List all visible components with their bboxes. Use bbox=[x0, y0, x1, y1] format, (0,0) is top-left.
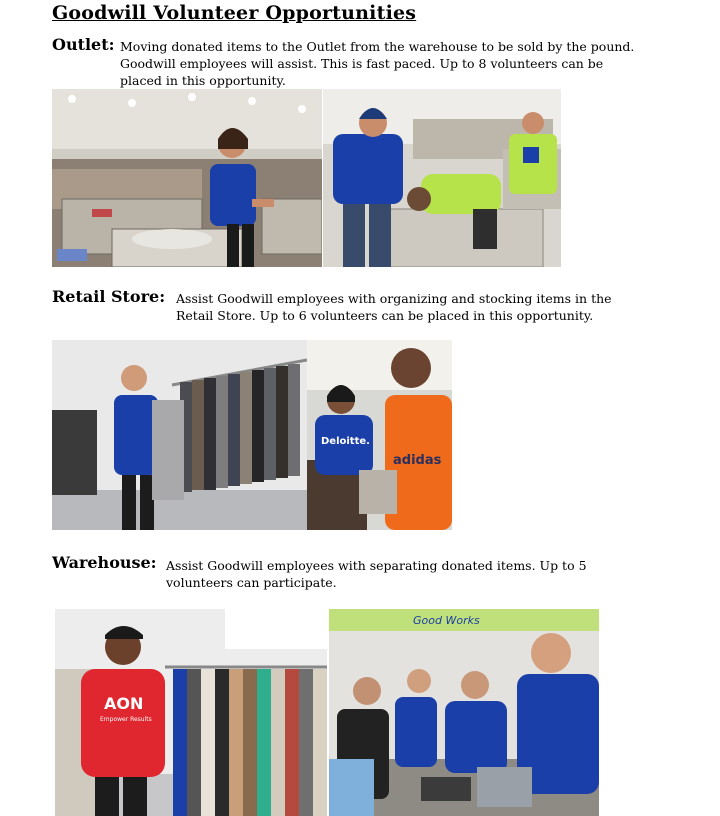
description-line: Retail Store. Up to 6 volunteers can be placed in this opportunity. bbox=[176, 308, 594, 323]
adidas-shirt-text: adidas bbox=[393, 453, 442, 468]
banner-text: Good Works bbox=[413, 614, 480, 627]
section-retail-store bbox=[52, 288, 692, 324]
description-line: Goodwill employees will assist. This is fast paced. Up to 8 volunteers can be bbox=[120, 56, 604, 71]
section-heading-outlet: Outlet: bbox=[52, 35, 115, 54]
outlet-photo-right bbox=[323, 89, 561, 267]
retail-photo-right bbox=[307, 340, 452, 530]
section-warehouse bbox=[52, 554, 692, 590]
warehouse-photo-right bbox=[329, 609, 599, 816]
section-description-retail-store bbox=[176, 290, 612, 324]
description-line: placed in this opportunity. bbox=[120, 73, 286, 88]
retail-photo-left bbox=[52, 340, 307, 530]
aon-shirt-subtext: Empower Results bbox=[100, 716, 152, 723]
outlet-photo-left bbox=[52, 89, 322, 267]
section-description-warehouse bbox=[166, 557, 587, 591]
deloitte-shirt-text: Deloitte. bbox=[321, 436, 370, 447]
section-heading-retail-store: Retail Store: bbox=[52, 287, 166, 306]
page-title: Goodwill Volunteer Opportunities bbox=[52, 2, 417, 24]
warehouse-photo-left bbox=[55, 609, 327, 816]
aon-shirt-text: AON bbox=[104, 694, 144, 713]
description-line: Moving donated items to the Outlet from the warehouse to be sold by the pound. bbox=[120, 39, 635, 54]
description-line: Assist Goodwill employees with separating donated items. Up to 5 bbox=[166, 558, 587, 573]
description-line: Assist Goodwill employees with organizing and stocking items in the bbox=[176, 291, 612, 306]
description-line: volunteers can participate. bbox=[166, 575, 337, 590]
section-heading-warehouse: Warehouse: bbox=[52, 553, 157, 572]
section-description-outlet bbox=[120, 38, 634, 89]
section-outlet bbox=[52, 36, 692, 91]
